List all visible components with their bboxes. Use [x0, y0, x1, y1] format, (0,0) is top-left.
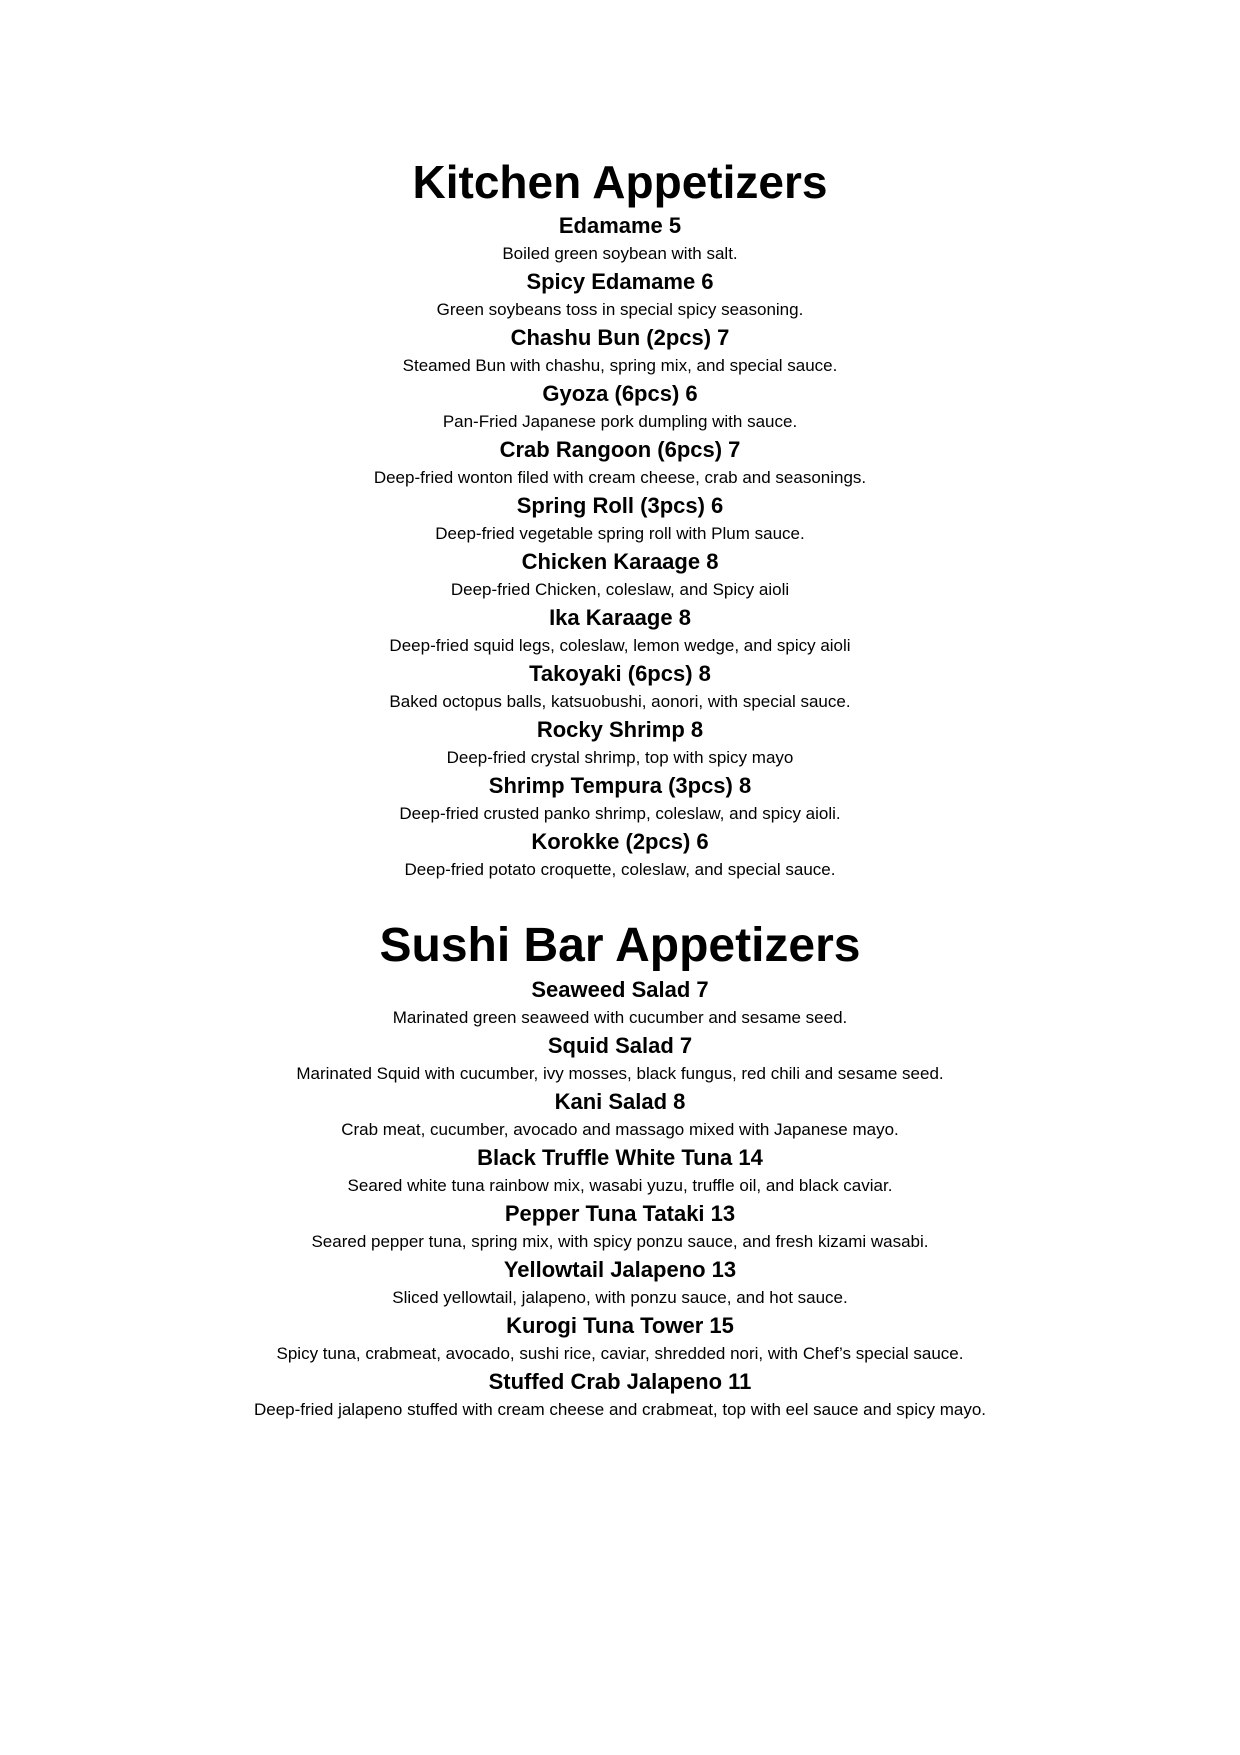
- menu-item: [0, 828, 1240, 884]
- item-description: Crab meat, cucumber, avocado and massago mixed with Japanese mayo.: [341, 1120, 899, 1139]
- item-description: Pan-Fried Japanese pork dumpling with sauce.: [442, 412, 798, 431]
- item-description: Deep-fried squid legs, coleslaw, lemon wedge, and spicy aioli: [389, 636, 851, 655]
- item-description: Seared white tuna rainbow mix, wasabi yuzu, truffle oil, and black caviar.: [347, 1176, 893, 1195]
- menu-item: [0, 660, 1240, 716]
- item-name: Crab Rangoon (6pcs) 7: [499, 437, 741, 462]
- item-name: Rocky Shrimp 8: [536, 717, 704, 742]
- menu-item: [0, 1256, 1240, 1312]
- item-description: Green soybeans toss in special spicy seasoning.: [436, 300, 804, 319]
- item-name: Chashu Bun (2pcs) 7: [510, 325, 730, 350]
- menu-item: [0, 268, 1240, 324]
- item-name: Shrimp Tempura (3pcs) 8: [488, 773, 752, 798]
- item-description: Sliced yellowtail, jalapeno, with ponzu sauce, and hot sauce.: [392, 1288, 848, 1307]
- item-name: Pepper Tuna Tataki 13: [504, 1201, 736, 1226]
- item-name: Seaweed Salad 7: [531, 977, 709, 1002]
- item-name: Korokke (2pcs) 6: [531, 829, 709, 854]
- item-name: Yellowtail Jalapeno 13: [503, 1257, 737, 1282]
- kitchen-appetizers-section: [0, 152, 1240, 884]
- item-name: Stuffed Crab Jalapeno 11: [488, 1369, 752, 1394]
- menu-item: [0, 1032, 1240, 1088]
- item-description: Deep-fried vegetable spring roll with Plum sauce.: [435, 524, 805, 543]
- menu-item: [0, 604, 1240, 660]
- item-name: Chicken Karaage 8: [521, 549, 719, 574]
- item-description: Boiled green soybean with salt.: [502, 244, 738, 263]
- sushi-bar-appetizers-section: [0, 916, 1240, 1424]
- menu-item: [0, 716, 1240, 772]
- item-description: Deep-fried crusted panko shrimp, coleslaw, and spicy aioli.: [399, 804, 841, 823]
- menu-item: [0, 212, 1240, 268]
- item-description: Marinated Squid with cucumber, ivy mosses, black fungus, red chili and sesame seed.: [296, 1064, 944, 1083]
- menu-item: [0, 976, 1240, 1032]
- item-description: Steamed Bun with chashu, spring mix, and special sauce.: [402, 356, 838, 375]
- menu-item: [0, 548, 1240, 604]
- item-description: Seared pepper tuna, spring mix, with spicy ponzu sauce, and fresh kizami wasabi.: [311, 1232, 929, 1251]
- item-name: Ika Karaage 8: [549, 605, 691, 630]
- menu-item: [0, 436, 1240, 492]
- item-name: Kurogi Tuna Tower 15: [506, 1313, 734, 1338]
- item-name: Edamame 5: [558, 213, 682, 238]
- item-name: Kani Salad 8: [554, 1089, 686, 1114]
- menu-item: [0, 492, 1240, 548]
- menu-item: [0, 1200, 1240, 1256]
- item-description: Deep-fried wonton filed with cream cheese, crab and seasonings.: [373, 468, 867, 487]
- item-name: Squid Salad 7: [547, 1033, 693, 1058]
- menu-item: [0, 1144, 1240, 1200]
- item-description: Marinated green seaweed with cucumber and sesame seed.: [392, 1008, 848, 1027]
- item-name: Black Truffle White Tuna 14: [477, 1145, 763, 1170]
- menu-item: [0, 380, 1240, 436]
- item-description: Deep-fried jalapeno stuffed with cream cheese and crabmeat, top with eel sauce and spicy mayo.: [253, 1400, 987, 1419]
- menu-item: [0, 1088, 1240, 1144]
- section-title: Kitchen Appetizers: [412, 156, 828, 208]
- item-description: Deep-fried crystal shrimp, top with spicy mayo: [446, 748, 794, 767]
- section-title: Sushi Bar Appetizers: [379, 919, 861, 972]
- item-description: Spicy tuna, crabmeat, avocado, sushi rice, caviar, shredded nori, with Chef’s special sauce.: [276, 1344, 964, 1363]
- item-description: Deep-fried potato croquette, coleslaw, and special sauce.: [404, 860, 836, 879]
- menu-item: [0, 772, 1240, 828]
- item-name: Gyoza (6pcs) 6: [542, 381, 698, 406]
- item-name: Takoyaki (6pcs) 8: [529, 661, 711, 686]
- menu-item: [0, 324, 1240, 380]
- item-description: Baked octopus balls, katsuobushi, aonori, with special sauce.: [389, 692, 851, 711]
- menu-item: [0, 1312, 1240, 1368]
- item-name: Spicy Edamame 6: [526, 269, 714, 294]
- item-description: Deep-fried Chicken, coleslaw, and Spicy aioli: [450, 580, 790, 599]
- item-name: Spring Roll (3pcs) 6: [516, 493, 724, 518]
- menu-item: [0, 1368, 1240, 1424]
